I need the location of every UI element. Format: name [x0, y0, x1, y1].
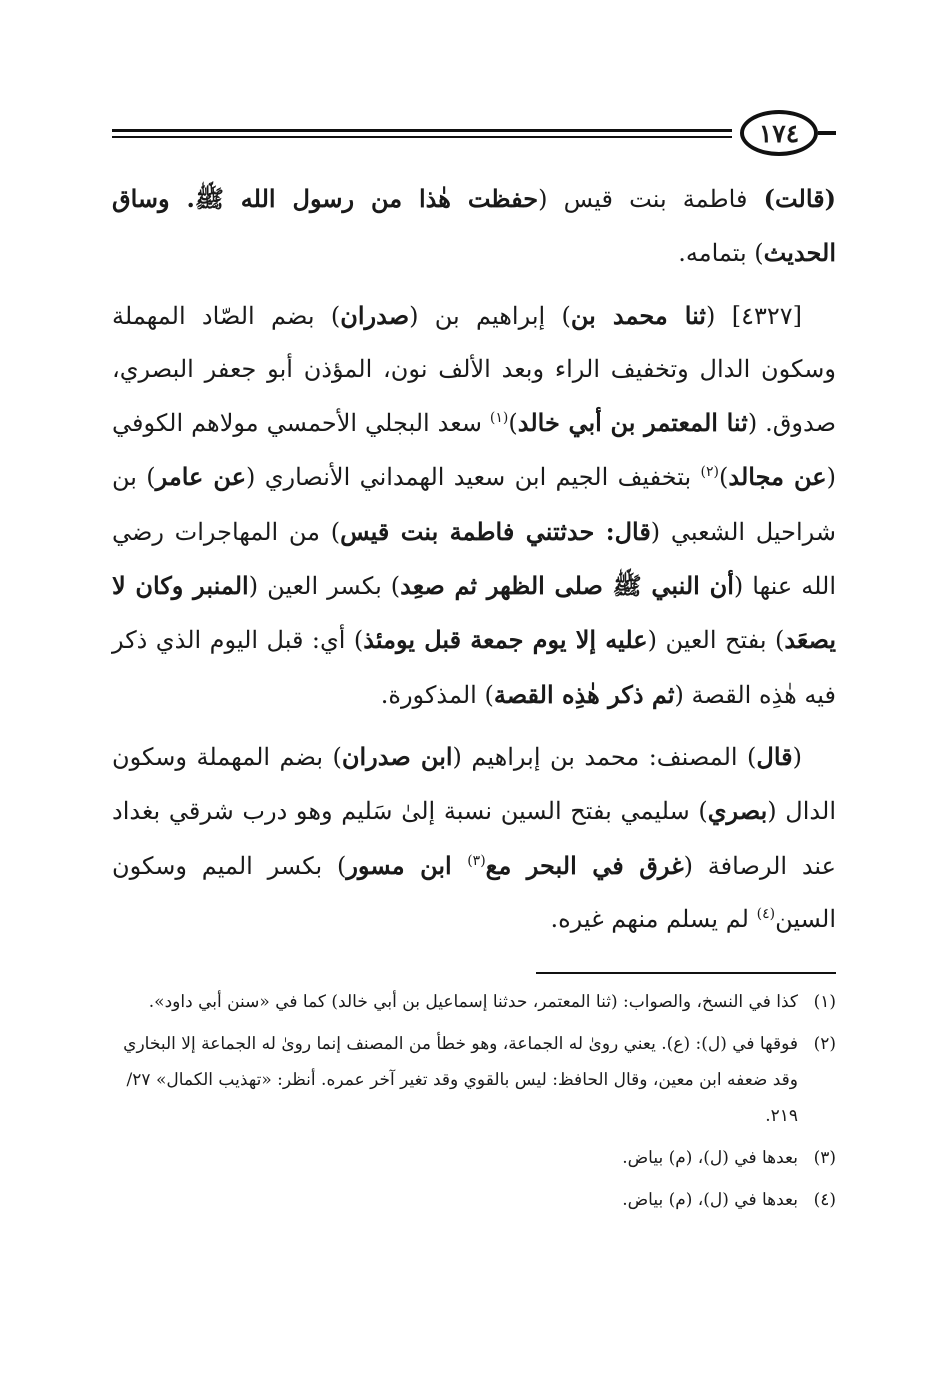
- header-rule-thin: [112, 136, 732, 138]
- footnote-separator: [536, 972, 836, 974]
- commentary-text: ) بن شراحيل الشعبي (: [112, 463, 836, 546]
- commentary-text: ): [508, 409, 518, 438]
- commentary-text: ) إبراهيم بن (: [409, 301, 571, 330]
- footnote-text: كذا في النسخ، والصواب: (ثنا المعتمر، حدثنا إسماعيل بن أبي خالد) كما في «سنن أبي داود».: [148, 992, 798, 1012]
- commentary-text: [٤٣٢٧] (: [706, 301, 802, 330]
- footnote-ref: (٤): [756, 905, 776, 922]
- commentary-text: ) أي: قبل اليوم الذي ذكر فيه هٰذِه القصة (: [112, 626, 836, 709]
- bold-text: أن النبي ﷺ صلى الظهر ثم صعِد: [400, 571, 734, 601]
- commentary-text: ) بفتح العين (: [647, 626, 785, 655]
- footnote-ref: (١): [489, 410, 509, 427]
- bold-text: ثنا محمد بن: [570, 300, 706, 330]
- footnote-1: [112, 984, 836, 1020]
- footnotes: [112, 984, 836, 1224]
- commentary-text: ) سليمي بفتح السين نسبة إلىٰ سَليم وهو درب شرقي بغداد عند الرصافة (: [112, 797, 836, 880]
- bold-text: قال: حدثتني فاطمة بنت قيس: [340, 516, 651, 546]
- paragraph-2: [112, 289, 836, 722]
- bold-text: ثنا المعتمر بن أبي خالد: [517, 408, 748, 438]
- footnote-ref: (٣): [467, 852, 486, 869]
- footnote-number: (٢): [813, 1034, 836, 1054]
- page-number: ١٧٤: [740, 110, 818, 156]
- paragraph-3: [112, 730, 836, 946]
- commentary-text: ): [719, 463, 729, 492]
- commentary-text: بتخفيف الجيم ابن سعيد الهمداني الأنصاري (: [246, 463, 701, 492]
- footnote-ref: (٢): [700, 464, 720, 481]
- footnote-4: [112, 1182, 836, 1218]
- bold-text: ثم ذكر هٰذِه القصة: [493, 679, 675, 709]
- bold-text: عليه إلا يوم جمعة قبل يومئذ: [363, 625, 648, 655]
- bold-text: (قالت): [763, 184, 836, 213]
- commentary-text: فاطمة بنت قيس (: [538, 185, 764, 213]
- footnote-text: بعدها في (ل)، (م) بياض.: [622, 1190, 798, 1210]
- bold-text: بصري: [707, 796, 768, 826]
- commentary-text: ) من المهاجرات رضي الله عنها (: [112, 517, 836, 601]
- bold-text: صدران: [340, 300, 410, 330]
- commentary-text: ) بضم الصّاد المهملة وسكون الدال وتخفيف الراء وبعد الألف نون، المؤذن أبو جعفر البصري، صدوق. (: [112, 301, 836, 438]
- footnote-number: (٤): [813, 1190, 836, 1210]
- footnote-2: [112, 1026, 836, 1134]
- bold-text: المنبر وكان لا يصعَد: [112, 571, 836, 655]
- page-header: [112, 108, 836, 166]
- commentary-text: لم يسلم منهم غيره.: [550, 904, 757, 933]
- header-rule-end: [818, 131, 836, 135]
- paragraph-1: [112, 172, 836, 281]
- bold-text: قال: [756, 741, 793, 771]
- footnote-number: (١): [813, 992, 836, 1012]
- commentary-text: ) بضم المهملة وسكون الدال (: [112, 742, 836, 826]
- bold-text: عن عامر: [155, 462, 247, 492]
- header-rule: [112, 129, 732, 132]
- bold-text: غرق في البحر مع: [485, 850, 684, 880]
- footnote-number: (٣): [813, 1148, 836, 1168]
- main-text: [112, 172, 836, 946]
- commentary-text: ) المذكورة.: [380, 680, 494, 709]
- footnote-text: بعدها في (ل)، (م) بياض.: [622, 1148, 798, 1168]
- bold-text: ابن صدران: [341, 741, 453, 771]
- footnote-text: فوقها في (ل): (ع). يعني روىٰ له الجماعة، وهو خطأ من المصنف إنما روىٰ له الجماعة إلا البخاري وقد ضعفه ابن معين، وقال الحافظ: ليس بالقوي وقد تغير آخر عمره. أنظر: «تهذيب الكمال» ٢٧/ ٢١٩.: [123, 1034, 798, 1126]
- commentary-text: ) بكسر العين (: [248, 572, 401, 601]
- bold-text: ابن مسور: [346, 850, 468, 880]
- commentary-text: ) بكسر الميم وسكون السين: [112, 851, 836, 933]
- commentary-text: (: [792, 742, 803, 771]
- bold-text: عن مجالد: [728, 462, 827, 492]
- bold-text: حفظت هٰذا من رسول الله ﷺ. وساق الحديث: [112, 184, 836, 268]
- commentary-text: ) المصنف: محمد بن إبراهيم (: [452, 742, 757, 771]
- footnote-3: [112, 1140, 836, 1176]
- commentary-text: سعد البجلي الأحمسي مولاهم الكوفي (: [112, 409, 836, 492]
- commentary-text: ) بتمامه.: [678, 239, 764, 268]
